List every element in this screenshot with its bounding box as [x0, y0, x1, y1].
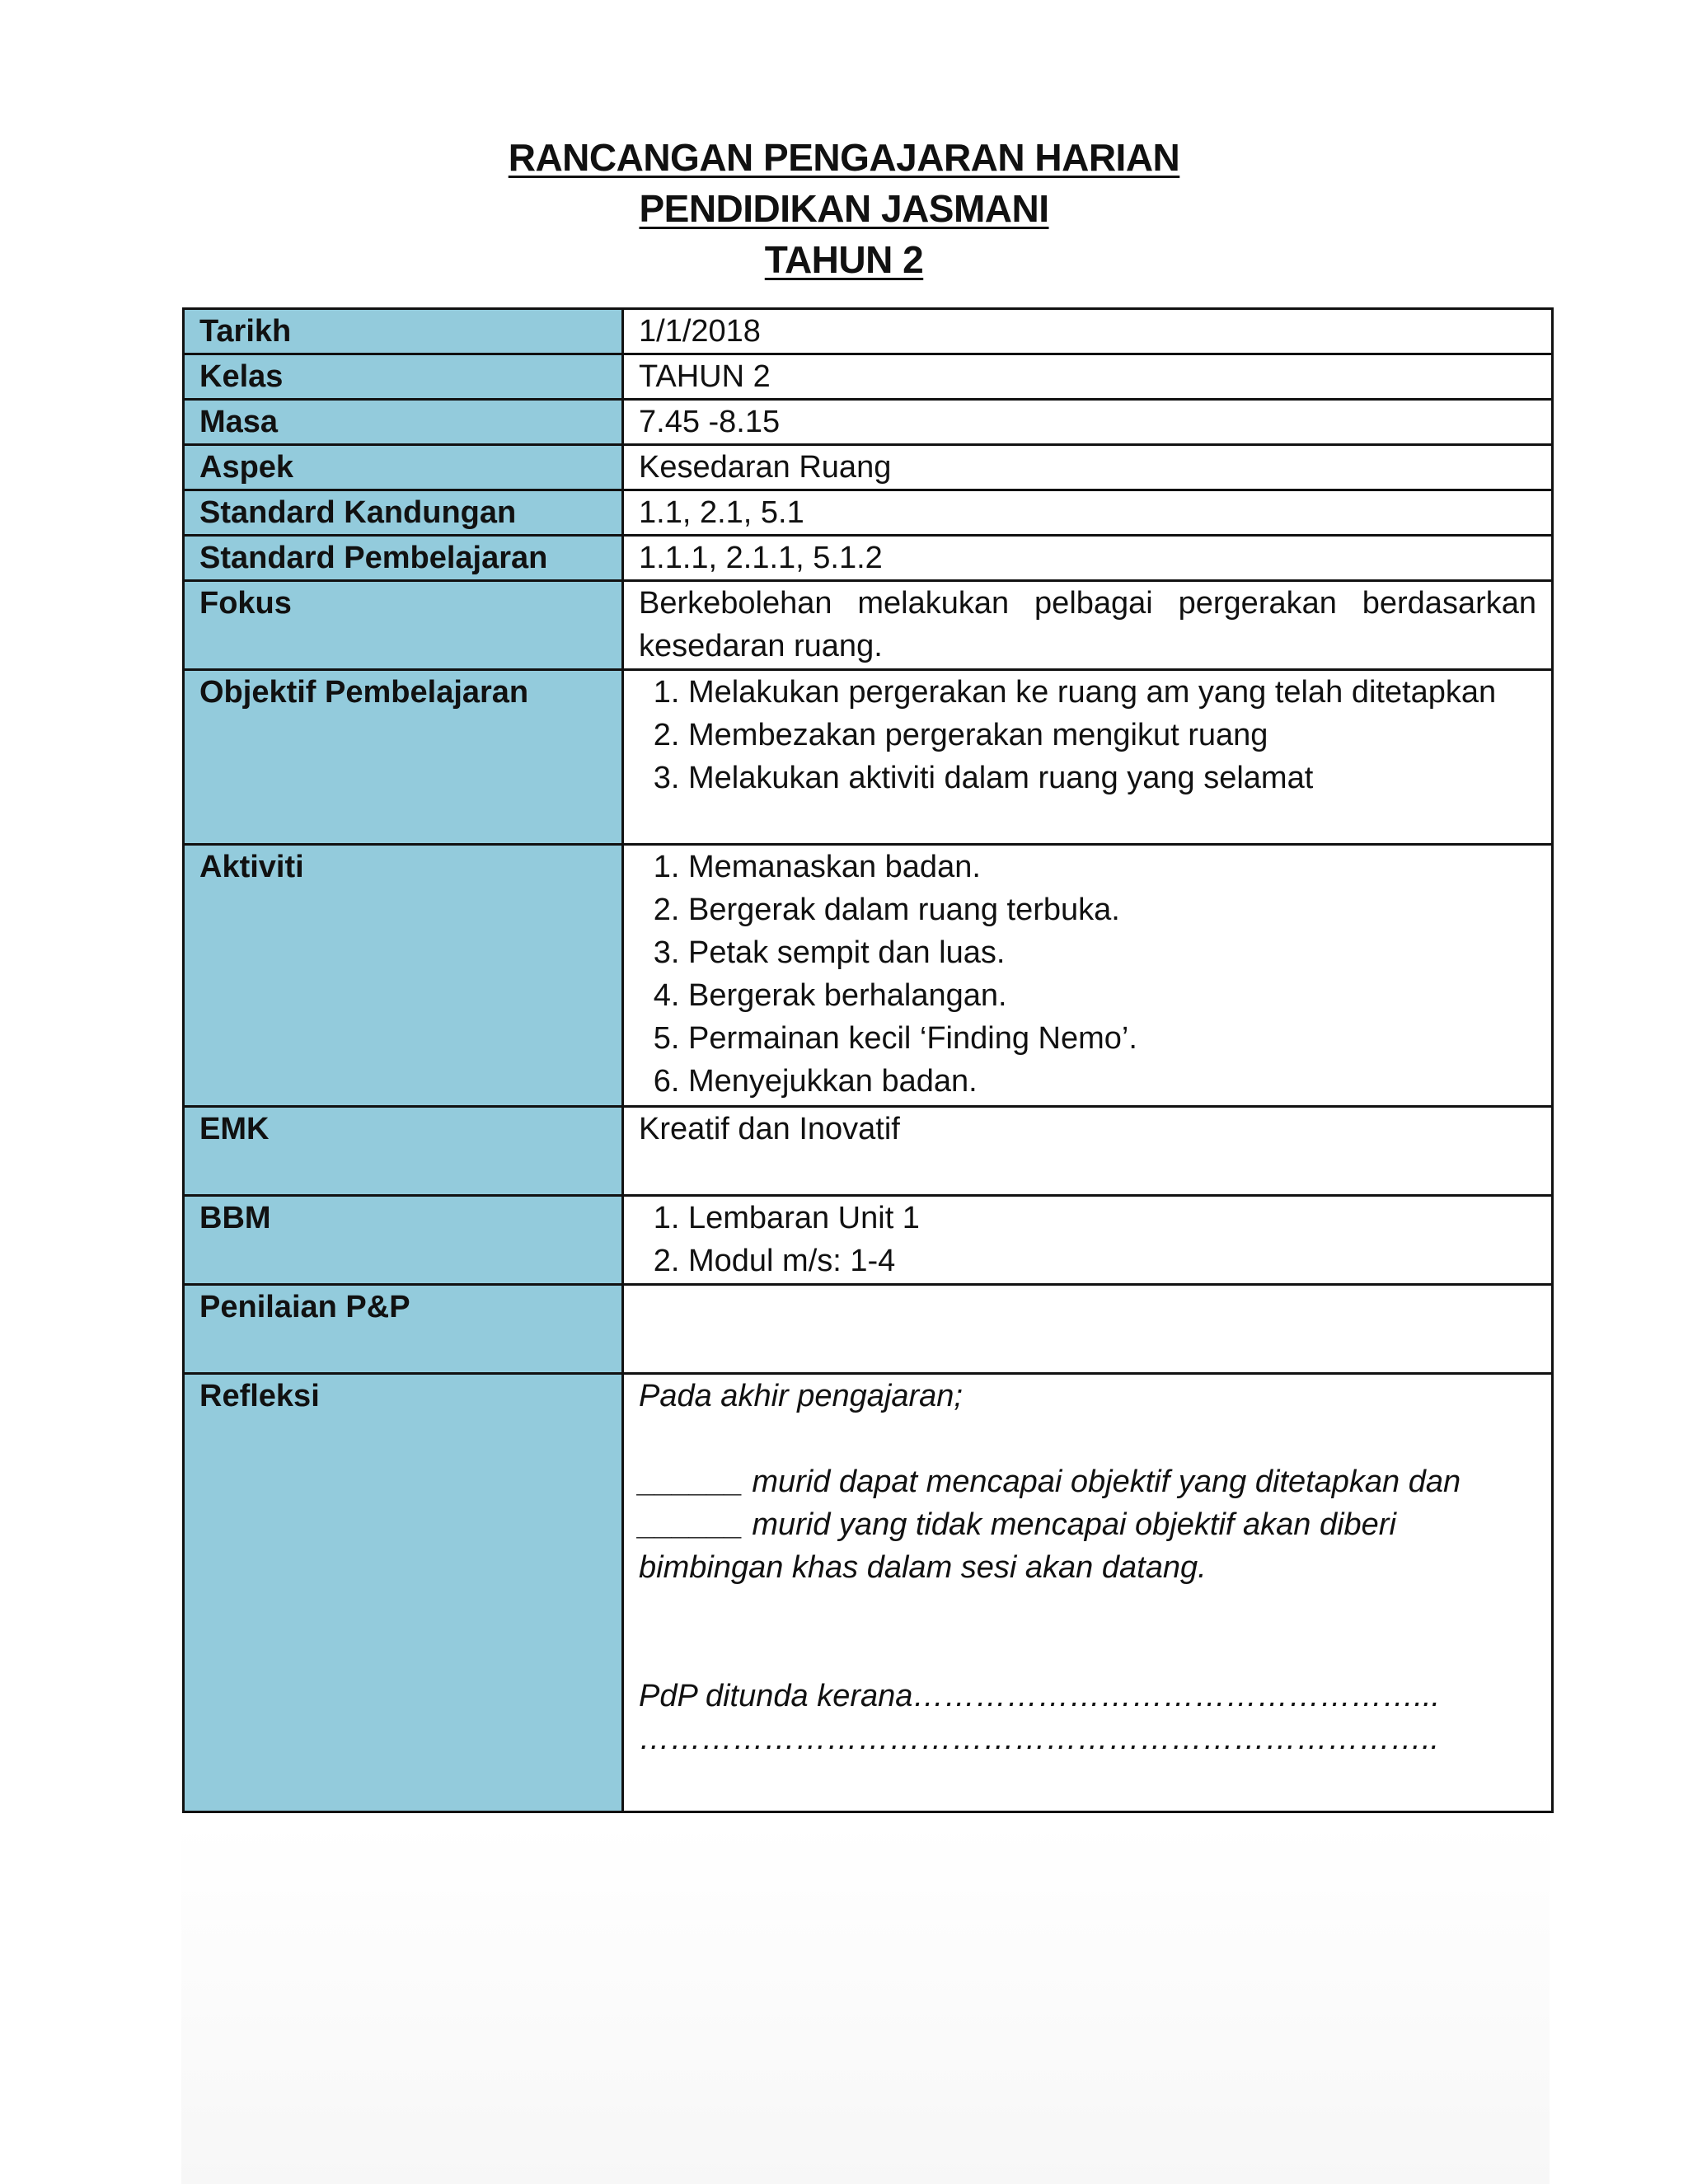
label-standard-kandungan: Standard Kandungan [184, 490, 623, 536]
page-shadow [181, 1821, 1550, 2184]
value-refleksi [623, 1374, 1553, 1812]
value-masa: 7.45 -8.15 [623, 400, 1553, 445]
refleksi-line: ______ murid dapat mencapai objektif yang ditetapkan dan [639, 1465, 1461, 1499]
label-objektif: Objektif Pembelajaran [184, 670, 623, 845]
label-emk: EMK [184, 1107, 623, 1196]
spacer [639, 1418, 1536, 1460]
bbm-list [639, 1197, 1536, 1282]
label-bbm: BBM [184, 1196, 623, 1285]
list-item: 2. Membezakan pergerakan mengikut ruang [688, 714, 1536, 757]
value-kelas: TAHUN 2 [623, 354, 1553, 400]
row-standard-pembelajaran [184, 536, 1553, 581]
value-tarikh: 1/1/2018 [623, 309, 1553, 354]
document-title [0, 132, 1688, 285]
row-refleksi [184, 1374, 1553, 1812]
row-penilaian [184, 1285, 1553, 1374]
row-aspek [184, 445, 1553, 490]
refleksi-line: ______ murid yang tidak mencapai objektif akan diberi [639, 1507, 1396, 1542]
value-aktiviti [623, 845, 1553, 1107]
label-tarikh: Tarikh [184, 309, 623, 354]
row-masa [184, 400, 1553, 445]
refleksi-line: ………………………………………………………………….. [639, 1722, 1440, 1756]
list-item: 3. Petak sempit dan luas. [688, 931, 1536, 974]
row-emk [184, 1107, 1553, 1196]
value-bbm [623, 1196, 1553, 1285]
label-aspek: Aspek [184, 445, 623, 490]
list-item: 2. Modul m/s: 1-4 [688, 1240, 1536, 1282]
label-kelas: Kelas [184, 354, 623, 400]
row-aktiviti [184, 845, 1553, 1107]
list-item: 1. Melakukan pergerakan ke ruang am yang telah ditetapkan [688, 671, 1536, 714]
value-aspek: Kesedaran Ruang [623, 445, 1553, 490]
label-aktiviti: Aktiviti [184, 845, 623, 1107]
refleksi-line: bimbingan khas dalam sesi akan datang. [639, 1550, 1207, 1585]
label-fokus: Fokus [184, 581, 623, 670]
row-standard-kandungan [184, 490, 1553, 536]
label-refleksi: Refleksi [184, 1374, 623, 1812]
label-penilaian: Penilaian P&P [184, 1285, 623, 1374]
label-masa: Masa [184, 400, 623, 445]
label-standard-pembelajaran: Standard Pembelajaran [184, 536, 623, 581]
title-line-1: RANCANGAN PENGAJARAN HARIAN [508, 136, 1180, 179]
row-kelas [184, 354, 1553, 400]
value-objektif [623, 670, 1553, 845]
row-fokus [184, 581, 1553, 670]
list-item: 6. Menyejukkan badan. [688, 1060, 1536, 1103]
list-item: 2. Bergerak dalam ruang terbuka. [688, 888, 1536, 931]
value-penilaian [623, 1285, 1553, 1374]
value-standard-kandungan: 1.1, 2.1, 5.1 [623, 490, 1553, 536]
title-line-2: PENDIDIKAN JASMANI [639, 187, 1049, 230]
row-tarikh [184, 309, 1553, 354]
list-item: 5. Permainan kecil ‘Finding Nemo’. [688, 1017, 1536, 1060]
list-item: 3. Melakukan aktiviti dalam ruang yang selamat [688, 757, 1536, 799]
list-item: 4. Bergerak berhalangan. [688, 974, 1536, 1017]
objektif-list [639, 671, 1536, 799]
aktiviti-list [639, 846, 1536, 1103]
list-item: 1. Memanaskan badan. [688, 846, 1536, 888]
lesson-plan-table [182, 307, 1554, 1813]
spacer [639, 1589, 1536, 1675]
value-fokus: Berkebolehan melakukan pelbagai pergerakan berdasarkan kesedaran ruang. [623, 581, 1553, 670]
refleksi-line: PdP ditunda kerana…………………………………………... [639, 1679, 1441, 1713]
refleksi-intro: Pada akhir pengajaran; [639, 1379, 963, 1413]
value-emk: Kreatif dan Inovatif [623, 1107, 1553, 1196]
row-bbm [184, 1196, 1553, 1285]
list-item: 1. Lembaran Unit 1 [688, 1197, 1536, 1240]
value-standard-pembelajaran: 1.1.1, 2.1.1, 5.1.2 [623, 536, 1553, 581]
row-objektif [184, 670, 1553, 845]
title-line-3: TAHUN 2 [764, 238, 924, 281]
